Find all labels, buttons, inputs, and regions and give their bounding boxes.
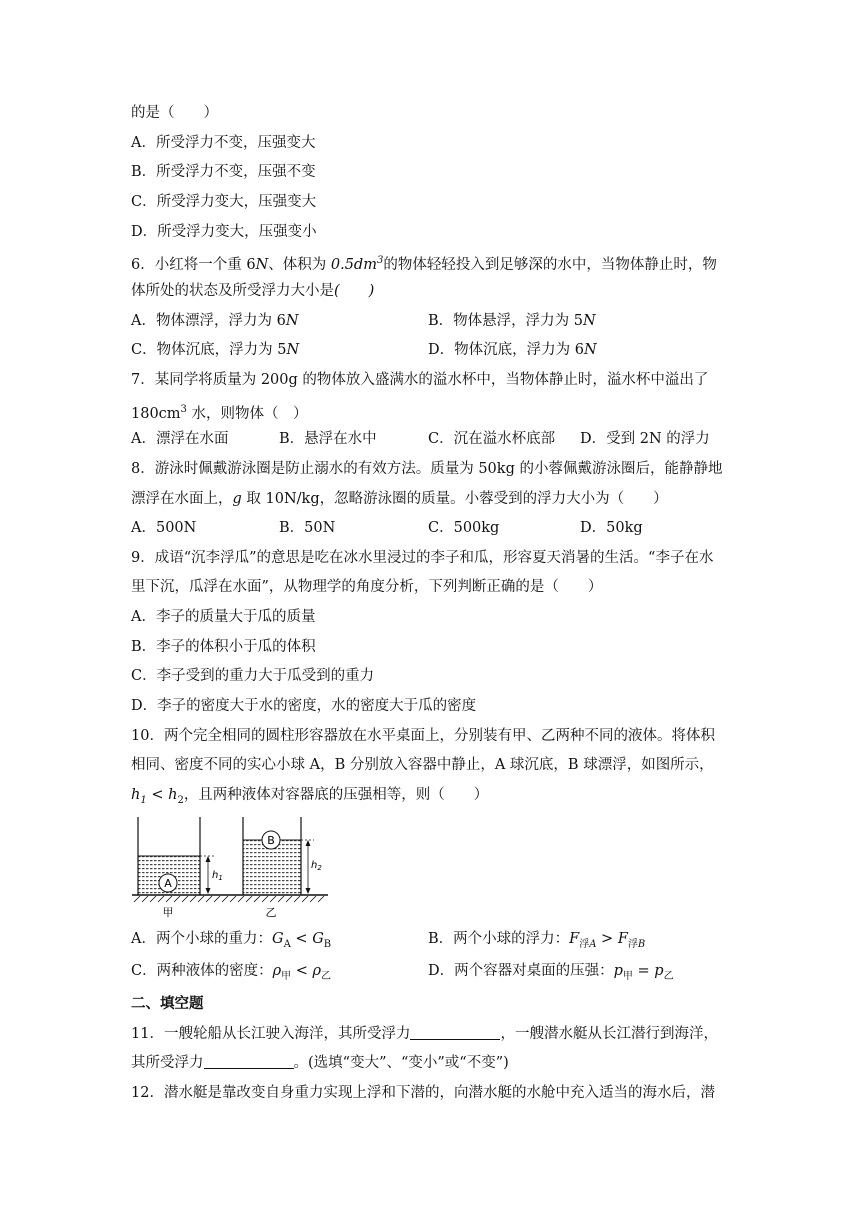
q5-option-a: A．所受浮力不变，压强变大 bbox=[131, 135, 316, 151]
q6-stem-line1: 6．小红将一个重 6N、体积为 $0.5dm^3$的物体轻轻投入到足够深的水中，当物体静止时，物 bbox=[131, 255, 717, 273]
q6-option-c: C．物体沉底，浮力为 5N bbox=[131, 342, 300, 358]
label-jia: 甲 bbox=[162, 906, 174, 919]
q7-stem-line2: $180cm^3$ 水，则物体（ ） bbox=[131, 404, 308, 422]
q6-option-d: D．物体沉底，浮力为 6N bbox=[428, 342, 597, 358]
q8-option-d: D．50kg bbox=[580, 520, 643, 536]
q10-option-c: C．两种液体的密度：$\rho_甲 < \rho_乙$ bbox=[131, 963, 332, 982]
q10-stem-line1: 10．两个完全相同的圆柱形容器放在水平桌面上，分别装有甲、乙两种不同的液体。将体积 bbox=[131, 728, 715, 744]
container-jia bbox=[138, 817, 223, 895]
q5-option-c: C．所受浮力变大，压强变大 bbox=[131, 194, 317, 210]
q12-stem-line1: 12．潜水艇是靠改变自身重力实现上浮和下潜的，向潜水艇的水舱中充入适当的海水后，潜 bbox=[131, 1085, 715, 1101]
label-yi: 乙 bbox=[265, 906, 277, 919]
q7-option-c: C．沉在溢水杯底部 bbox=[428, 431, 556, 447]
ball-a-label: A bbox=[164, 877, 172, 890]
q7-option-b: B．悬浮在水中 bbox=[279, 431, 377, 447]
q9-stem-line1: 9．成语“沉李浮瓜”的意思是吃在冰水里浸过的李子和瓜，形容夏天消暑的生活。“李子在水 bbox=[131, 550, 714, 566]
h1-label: $h_1$ bbox=[212, 870, 223, 882]
containers-figure bbox=[130, 812, 330, 922]
q8-option-a: A．500N bbox=[131, 520, 197, 536]
q6-stem-line2: 体所处的状态及所受浮力大小是( ) bbox=[131, 283, 375, 299]
q8-option-b: B．50N bbox=[279, 520, 336, 536]
q8-stem-line2: 漂浮在水面上，g 取 10N/kg，忽略游泳圈的质量。小蓉受到的浮力大小为（ ） bbox=[131, 491, 668, 507]
q9-option-a: A．李子的质量大于瓜的质量 bbox=[131, 609, 316, 625]
q7-option-a: A．漂浮在水面 bbox=[131, 431, 229, 447]
q6-option-a: A．物体漂浮，浮力为 6N bbox=[131, 313, 299, 329]
ball-b-label: B bbox=[267, 834, 275, 847]
q10-option-b: B．两个小球的浮力：$F_{浮A} > F_{浮B}$ bbox=[428, 931, 646, 950]
q9-option-d: D．李子的密度大于水的密度，水的密度大于瓜的密度 bbox=[131, 698, 477, 714]
h2-label: $h_2$ bbox=[311, 860, 322, 872]
q10-stem-line2: 相同、密度不同的实心小球 A，B 分别放入容器中静止，A 球沉底，B 球漂浮，如图所示， bbox=[131, 757, 714, 773]
q6-option-b: B．物体悬浮，浮力为 5N bbox=[428, 313, 596, 329]
q5-stem-tail: 的是（ ） bbox=[131, 105, 218, 121]
q5-option-b: B．所受浮力不变，压强不变 bbox=[131, 164, 316, 180]
table-surface bbox=[132, 895, 328, 902]
q7-stem-line1: 7．某同学将质量为 200g 的物体放入盛满水的溢水杯中，当物体静止时，溢水杯中溢出了 bbox=[131, 372, 709, 388]
q11-stem-line2: 其所受浮力 。(选填“变大”、“变小”或“不变”) bbox=[131, 1055, 509, 1071]
section-title-fill-in: 二、填空题 bbox=[131, 996, 204, 1012]
q11-blank-1[interactable] bbox=[410, 1025, 500, 1040]
q10-option-a: A．两个小球的重力：$G_A < G_B$ bbox=[131, 931, 332, 950]
q11-blank-2[interactable] bbox=[204, 1054, 294, 1069]
q9-option-b: B．李子的体积小于瓜的体积 bbox=[131, 639, 316, 655]
q9-stem-line2: 里下沉，瓜浮在水面”，从物理学的角度分析，下列判断正确的是（ ） bbox=[131, 579, 603, 595]
q8-stem-line1: 8．游泳时佩戴游泳圈是防止溺水的有效方法。质量为 50kg 的小蓉佩戴游泳圈后，能静静地 bbox=[131, 461, 723, 477]
q8-option-c: C．500kg bbox=[428, 520, 500, 536]
q10-option-d: D．两个容器对桌面的压强：$p_甲 = p_乙$ bbox=[428, 963, 674, 982]
container-yi bbox=[243, 817, 322, 895]
q5-option-d: D．所受浮力变大，压强变小 bbox=[131, 224, 317, 240]
q7-option-d: D．受到 2N 的浮力 bbox=[580, 431, 710, 447]
q9-option-c: C．李子受到的重力大于瓜受到的重力 bbox=[131, 668, 375, 684]
q10-stem-line3: $h_1 < h_2$，且两种液体对容器底的压强相等，则（ ） bbox=[131, 787, 489, 806]
q11-stem-line1: 11．一艘轮船从长江驶入海洋，其所受浮力 ，一艘潜水艇从长江潜行到海洋， bbox=[131, 1026, 718, 1042]
